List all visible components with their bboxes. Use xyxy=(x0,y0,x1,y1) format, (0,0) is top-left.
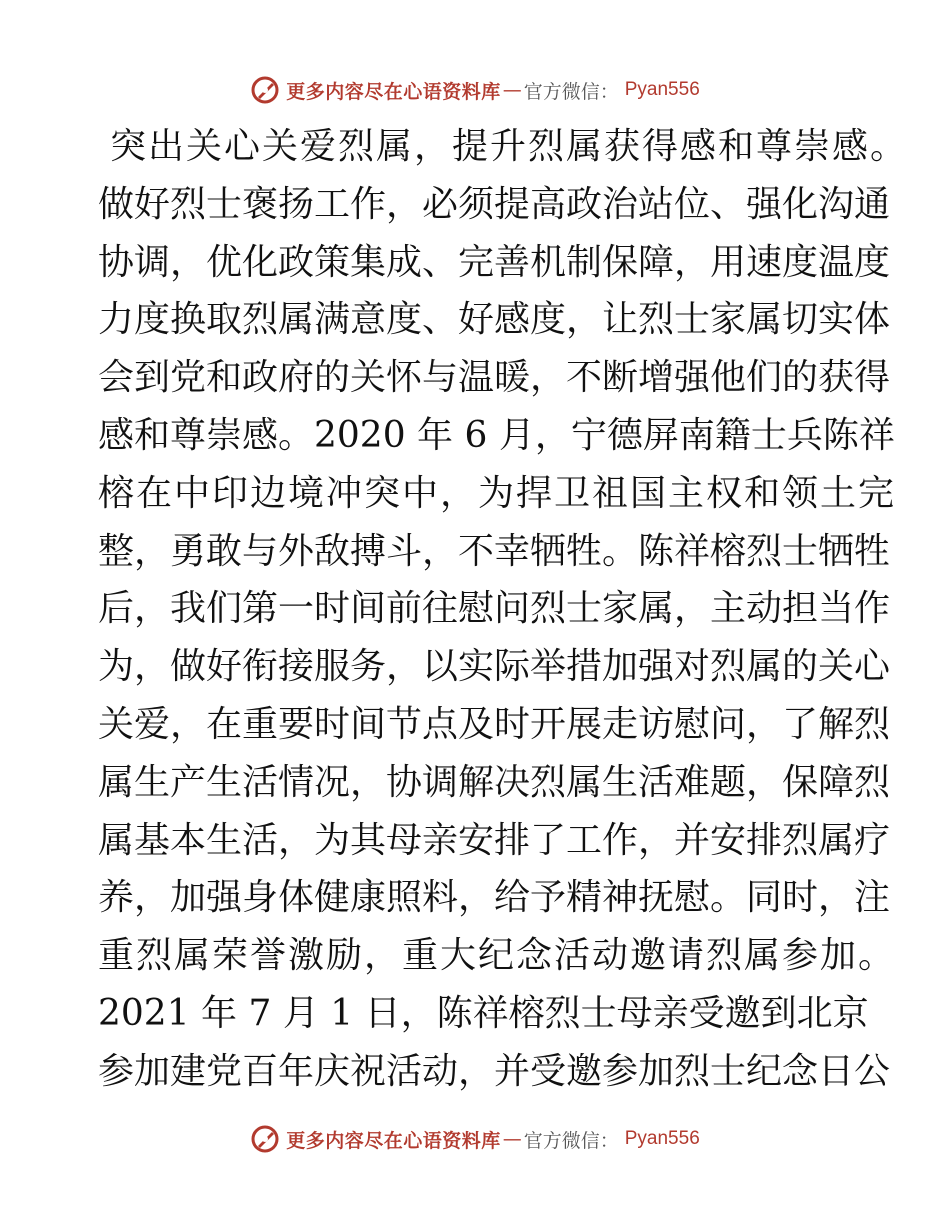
body-line: 参加建党百年庆祝活动，并受邀参加烈士纪念日公 xyxy=(98,1050,891,1092)
banner-separator: — xyxy=(502,79,522,101)
body-line: 突出关心关爱烈属，提升烈属获得感和尊崇感。 xyxy=(110,126,909,167)
body-line: 会到党和政府的关怀与温暖，不断增强他们的获得 xyxy=(98,357,891,399)
banner-wechat-id: Pyan556 xyxy=(624,79,700,100)
banner-brand-text: 更多内容尽在心语资料库 xyxy=(286,80,501,103)
body-line: 榕在中印边境冲突中，为捍卫祖国主权和领土完 xyxy=(98,472,897,514)
body-line: 2021 年 7 月 1 日，陈祥榕烈士母亲受邀到北京 xyxy=(98,992,869,1034)
pen-logo-icon xyxy=(250,75,280,105)
body-line: 力度换取烈属满意度、好感度，让烈士家属切实体 xyxy=(98,299,891,341)
banner-separator: — xyxy=(502,1128,522,1150)
banner-wechat-label: 官方微信： xyxy=(523,80,619,103)
body-line: 属基本生活，为其母亲安排了工作，并安排烈属疗 xyxy=(98,819,891,861)
body-line: 属生产生活情况，协调解决烈属生活难题，保障烈 xyxy=(98,761,891,803)
banner-wechat-id: Pyan556 xyxy=(624,1128,700,1149)
banner-wechat-label: 官方微信： xyxy=(523,1129,619,1152)
body-line: 感和尊崇感。2020 年 6 月，宁德屏南籍士兵陈祥 xyxy=(98,414,895,456)
body-line: 整，勇敢与外敌搏斗，不幸牺牲。陈祥榕烈士牺牲 xyxy=(98,530,891,572)
document-body xyxy=(98,118,909,1101)
body-line: 养，加强身体健康照料，给予精神抚慰。同时，注 xyxy=(98,877,891,919)
banner-brand-text: 更多内容尽在心语资料库 xyxy=(286,1129,501,1152)
header-watermark-banner xyxy=(0,73,950,107)
body-line: 做好烈士褒扬工作，必须提高政治站位、强化沟通 xyxy=(98,183,891,225)
body-line: 后，我们第一时间前往慰问烈士家属，主动担当作 xyxy=(98,588,891,630)
body-line: 重烈属荣誉激励，重大纪念活动邀请烈属参加。 xyxy=(98,935,897,977)
body-line: 协调，优化政策集成、完善机制保障，用速度温度 xyxy=(98,241,891,283)
body-line: 关爱，在重要时间节点及时开展走访慰问，了解烈 xyxy=(98,703,891,745)
footer-watermark-banner xyxy=(0,1122,950,1156)
pen-logo-icon xyxy=(250,1124,280,1154)
body-line: 为，做好衔接服务，以实际举措加强对烈属的关心 xyxy=(98,646,891,688)
